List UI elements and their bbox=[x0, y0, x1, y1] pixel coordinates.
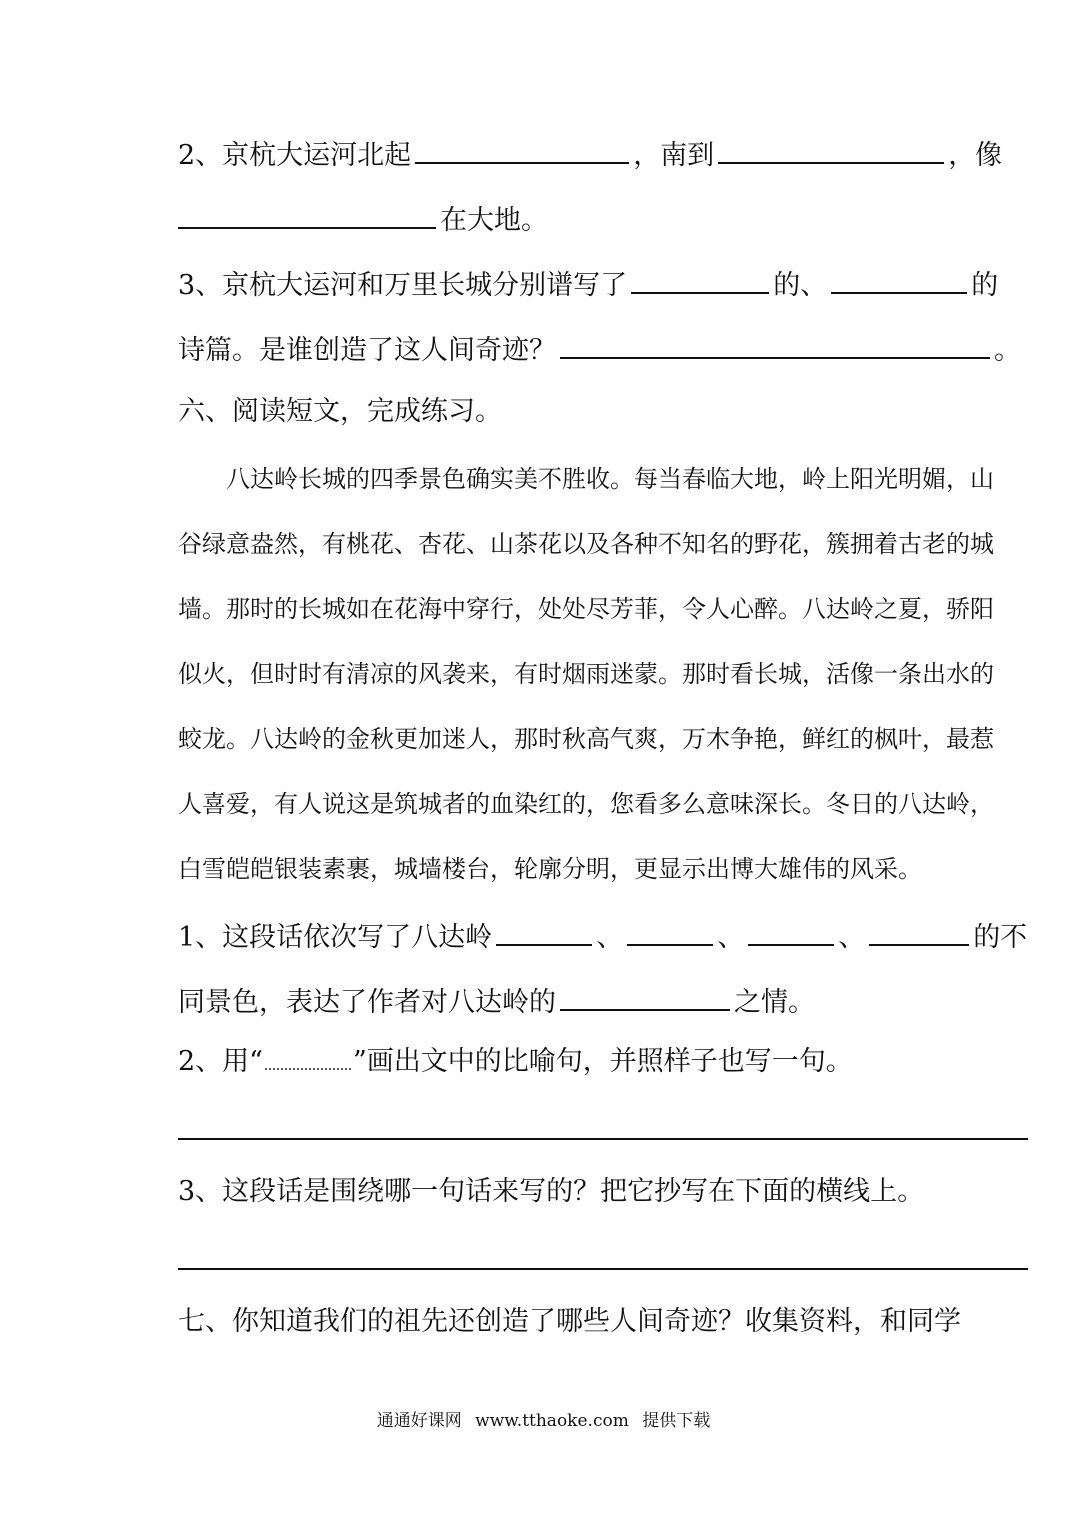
ex1-text-1: 1、这段话依次写了八达岭 bbox=[178, 922, 493, 953]
q3-text-4: 诗篇。是谁创造了这人间奇迹？ bbox=[178, 335, 556, 366]
ex1-blank-1[interactable] bbox=[496, 912, 592, 946]
ex2-text-2: ”画出文中的比喻句，并照样子也写一句。 bbox=[352, 1046, 853, 1077]
passage-line: 八达岭长城的四季景色确实美不胜收。每当春临大地，岭上阳光明媚，山 bbox=[226, 465, 994, 493]
section-7-text: 七、你知道我们的祖先还创造了哪些人间奇迹？收集资料，和同学 bbox=[178, 1306, 961, 1337]
q3-text-3: 的 bbox=[971, 270, 999, 301]
q2-text-2: ，南到 bbox=[633, 140, 715, 171]
q3-text-5: 。 bbox=[994, 335, 1021, 366]
q3-text-2: 的、 bbox=[773, 270, 828, 301]
ex1-blank-5[interactable] bbox=[560, 977, 730, 1011]
exercise-3: 3、这段话是围绕哪一句话来写的？把它抄写在下面的横线上。 bbox=[178, 1176, 925, 1207]
q3-blank-2[interactable] bbox=[831, 260, 967, 294]
ex1-sep: 、 bbox=[717, 922, 745, 953]
q3-blank-3[interactable] bbox=[560, 325, 990, 359]
footer-note: 提供下载 bbox=[642, 1411, 711, 1431]
passage-line: 墙。那时的长城如在花海中穿行，处处尽芳菲，令人心醉。八达岭之夏，骄阳 bbox=[178, 595, 994, 623]
q2-text-4: 在大地。 bbox=[440, 205, 548, 236]
wavy-underline-sample bbox=[265, 1058, 351, 1070]
ex1-blank-4[interactable] bbox=[869, 912, 969, 946]
exercise-2 bbox=[178, 1040, 1028, 1084]
q2-text-1: 2、京杭大运河北起 bbox=[178, 140, 412, 171]
q3-line-1 bbox=[178, 260, 1028, 304]
q2-blank-2[interactable] bbox=[718, 130, 944, 164]
ex1-text-4: 之情。 bbox=[734, 987, 815, 1018]
page-footer bbox=[0, 1406, 1087, 1431]
exercise-1-line-2 bbox=[178, 977, 1028, 1021]
exercise-1-line-1 bbox=[178, 912, 1028, 956]
passage-line: 谷绿意盎然，有桃花、杏花、山茶花以及各种不知名的野花，簇拥着古老的城 bbox=[178, 530, 994, 558]
ex1-blank-3[interactable] bbox=[748, 912, 834, 946]
answer-line-2[interactable] bbox=[178, 1138, 1028, 1140]
ex1-sep: 、 bbox=[838, 922, 866, 953]
passage-line: 白雪皑皑银装素裹，城墙楼台，轮廓分明，更显示出博大雄伟的风采。 bbox=[178, 855, 922, 883]
ex1-sep: 、 bbox=[596, 922, 624, 953]
passage-line: 人喜爱，有人说这是筑城者的血染红的，您看多么意味深长。冬日的八达岭， bbox=[178, 790, 994, 818]
q2-text-3: ，像 bbox=[948, 140, 1003, 171]
ex2-text-1: 2、用“ bbox=[178, 1046, 263, 1077]
ex1-text-3: 同景色，表达了作者对八达岭的 bbox=[178, 987, 556, 1018]
ex1-blank-2[interactable] bbox=[627, 912, 713, 946]
section-6-heading: 六、阅读短文，完成练习。 bbox=[178, 396, 502, 427]
q3-blank-1[interactable] bbox=[631, 260, 769, 294]
q2-line-2 bbox=[178, 195, 1028, 239]
q2-blank-3[interactable] bbox=[178, 195, 436, 229]
footer-url[interactable]: www.tthaoke.com bbox=[475, 1411, 629, 1431]
footer-site: 通通好课网 bbox=[376, 1411, 462, 1431]
passage-line: 似火，但时时有清凉的风袭来，有时烟雨迷蒙。那时看长城，活像一条出水的 bbox=[178, 660, 994, 688]
answer-line-3[interactable] bbox=[178, 1268, 1028, 1270]
ex1-text-2: 的不 bbox=[973, 922, 1028, 953]
passage-line: 蛟龙。八达岭的金秋更加迷人，那时秋高气爽，万木争艳，鲜红的枫叶，最惹 bbox=[178, 725, 994, 753]
q2-blank-1[interactable] bbox=[415, 130, 629, 164]
q3-line-2 bbox=[178, 325, 1028, 369]
q2-line-1 bbox=[178, 130, 1028, 174]
q3-text-1: 3、京杭大运河和万里长城分别谱写了 bbox=[178, 270, 628, 301]
